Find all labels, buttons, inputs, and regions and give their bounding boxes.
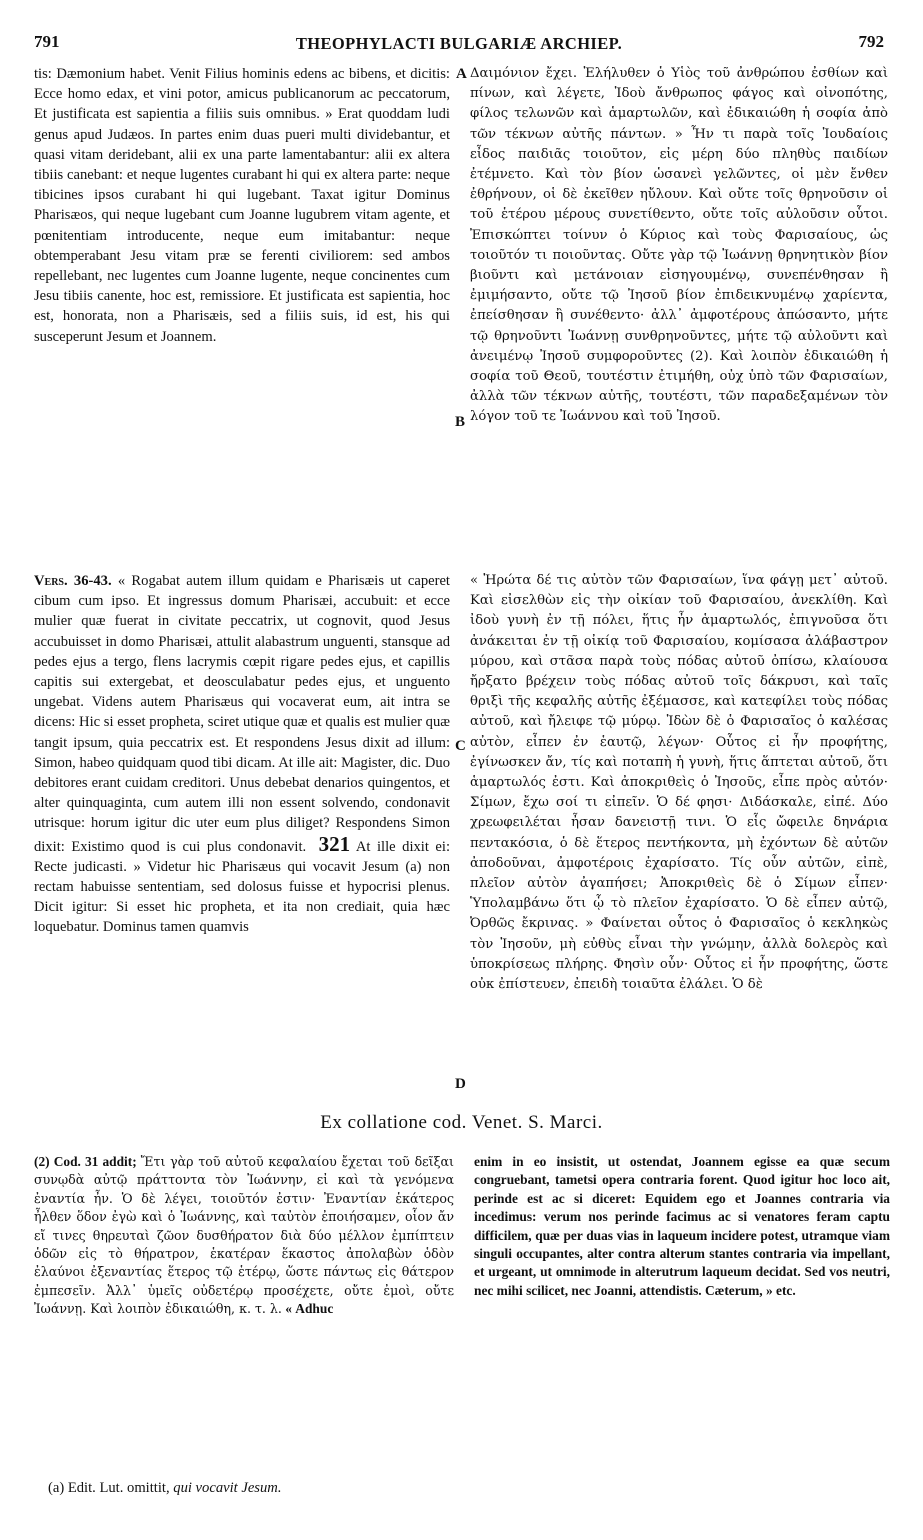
page-number-right: 792	[858, 32, 884, 51]
margin-letter-d: D	[455, 1076, 466, 1092]
footnote-a-italic: qui vocavit Jesum.	[173, 1480, 282, 1496]
latin-paragraph-mid	[34, 571, 450, 938]
page-number-left: 791	[34, 32, 60, 51]
footnote-a-label: (a) Edit. Lut. omittit,	[48, 1480, 170, 1496]
greek-column-top	[470, 64, 888, 428]
verse-reference: Vers. 36-43.	[34, 573, 112, 589]
latin-mid-text-2: At ille dixit ei: Recte judicasti. » Videtur hic Pharisæus qui vocavit Jesum (a) non rectam habuisse sententiam, sed dolosus fuisse et hypocrisi plenus. Dicit igitur: Si esset hic propheta, et ita non crediait, quia hæc loquebatur. Dominus tamen quamvis	[34, 838, 451, 936]
latin-column-mid	[34, 571, 450, 938]
bottom-footnote	[48, 1480, 281, 1497]
margin-letter-b: B	[455, 414, 466, 430]
latin-column-top	[34, 64, 450, 347]
greek-paragraph-top: Δαιμόνιον ἔχει. Ἐλήλυθεν ὁ Υἱὸς τοῦ ἀνθρώπου ἐσθίων καὶ πίνων, καὶ λέγετε, Ἰδοὺ ἄνθρωπος φάγος καὶ οἰνοπότης, φίλος τελωνῶν καὶ ἁμαρτωλῶν, καὶ ἐδικαιώθη ἡ σοφία ἀπὸ τῶν τέκνων αὐτῆς πάντων. » Ἦν τι παρὰ τοῖς Ἰουδαίοις εἶδος παιδιᾶς τοιοῦτον, εἰς μέρη δύο πληθὺς παιδίων ἐτέμνετο. Καὶ τὸν βίον ὡσανεὶ γελῶντες, οἱ μὲν ἔνθεν ἐθρήνουν, οἱ δὲ ἐκεῖθεν ηὔλουν. Καὶ οὔτε τοῖς θρηνοῦσιν οἱ τοῦ ἑτέρου μέρους συνετίθεντο, οὔτε τοῖς αὐλοῦσιν οὗτοι. Ἐπισκώπτει τοίνυν ὁ Κύριος καὶ τοὺς Φαρισαίους, ὡς τοιοῦτόν τι ποιοῦντας. Οὔτε γὰρ τῷ Ἰωάννῃ θρηνητικὸν βίον βιοῦντι καὶ μετάνοιαν εἰσηγουμένῳ, συνεπένθησαν ἢ ἐμιμήσαντο, οὔτε τῷ Ἰησοῦ βίον ἐπιδεικνυμένῳ χαρίεντα, ἐπείσθησαν ἢ συνέθεντο· ἀλλ᾽ ἀμφοτέρους ἀπώσαντο, μήτε τῷ θρηνοῦντι Ἰωάννῃ συνθρηνοῦντες, μήτε τῷ αὐλοῦντι καὶ ἀνειμένῳ Ἰησοῦ συμφοροῦντες (2). Καὶ λοιπὸν ἐδικαιώθη ἡ σοφία τοῦ Θεοῦ, τουτέστιν ἐτιμήθη, οὐχ ὑπὸ τῶν Φαρισαίων, ἀλλὰ τῶν τέκνων αὐτῆς, τουτέστι, τῶν παραδεξαμένων τὸν λόγον τοῦ τε Ἰωάννου καὶ τοῦ Ἰησοῦ.	[470, 66, 888, 425]
greek-column-mid	[470, 571, 888, 995]
collation-heading: Ex collatione cod. Venet. S. Marci.	[320, 1112, 603, 1133]
footnote-greek: Ἔτι γὰρ τοῦ αὐτοῦ κεφαλαίου ἔχεται τοῦ δεῖξαι συνῳδὰ αὐτῷ πράττοντα τὸν Ἰωάννην, εἰ καὶ τὰ γενόμενα ἐναντία ἦν. Ὁ δὲ λέγει, τοιοῦτόν ἐστιν· Ἐναντίαν ἑκάτερος ἦλθεν ὅδον ἐγὼ καὶ ὁ Ἰωάννης, καὶ ταὐτὸν ἐποιήσαμεν, οἷον ἄν εἴ τινες θηρευταὶ ζῶον δυσθήρατον διὰ δύο μέλλον ἐμπίπτειν ὁδῶν εἰς τὸ θήρατρον, ἑκατέραν ἕκαστος ἀπολαβὼν ὁδὸν ἐλαύνοι ἐξεναντίας ἕτερος τῷ ἑτέρῳ, ὥστε πάντως εἰς θάτερον ἐμπεσεῖν. Ἀλλ᾽ ὑμεῖς οὐδετέρῳ προσέχετε, οὔτε ἐμοὶ, οὔτε Ἰωάννῃ. Καὶ λοιπὸν ἐδικαιώθη, κ. τ. λ.	[34, 1154, 454, 1317]
footnote-left-text	[34, 1153, 454, 1319]
footnote-tail: « Adhuc	[285, 1301, 334, 1317]
margin-letter-c: C	[455, 738, 466, 754]
footnote-left-column	[34, 1153, 454, 1319]
footnote-right-text: enim in eo insistit, ut ostendat, Joannem egisse ea quæ secum congruebant, tametsi opera contraria forent. Quod igitur hoc loco ait, perinde est ac si diceret: Equidem ego et Joannes contraria via incedimus: verum nos perinde facimus ac si venatores feram captu difficilem, quæ per duas vias in laqueum incidere potest, utramque viam singuli occupantes, alter contra alterum stantes contraria via impellant, et urgeant, ut omnimode in alterutrum laqueum decidat. Sed vos neutri, nec mihi scilicet, nec Joanni, attendistis. Cæterum, » etc.	[474, 1154, 890, 1298]
greek-paragraph-mid: « Ἠρώτα δέ τις αὐτὸν τῶν Φαρισαίων, ἵνα φάγῃ μετ᾽ αὐτοῦ. Καὶ εἰσελθὼν εἰς τὴν οἰκίαν τοῦ Φαρισαίου, ἀνεκλίθη. Καὶ ἰδοὺ γυνὴ ἐν τῇ πόλει, ἥτις ἦν ἁμαρτωλός, ἐπιγνοῦσα ὅτι ἀνάκειται ἐν τῇ οἰκίᾳ τοῦ Φαρισαίου, κομίσασα ἀλάβαστρον μύρου, καὶ στᾶσα παρὰ τοὺς πόδας αὐτοῦ ὀπίσω, κλαίουσα ἤρξατο βρέχειν τοὺς πόδας αὐτοῦ τοῖς δάκρυσι, καὶ ταῖς θριξὶ τῆς κεφαλῆς αὐτῆς ἐξέμασσε, καὶ κατεφίλει τοὺς πόδας αὐτοῦ, καὶ ἤλειφε τῷ μύρῳ. Ἰδὼν δὲ ὁ Φαρισαῖος ὁ καλέσας αὐτὸν, εἶπεν ἐν ἑαυτῷ, λέγων· Οὗτος εἰ ἦν προφήτης, ἐγίνωσκεν ἄν, τίς καὶ ποταπὴ ἡ γυνὴ, ἥτις ἅπτεται αὐτοῦ, ὅτι ἁμαρτωλός ἐστι. Καὶ ἀποκριθεὶς ὁ Ἰησοῦς, εἶπε πρὸς αὐτόν· Σίμων, ἔχω σοί τι εἰπεῖν. Ὁ δέ φησι· Διδάσκαλε, εἰπέ. Δύο χρεωφειλέται ἦσαν δανειστῇ τινι. Ὁ εἷς ὤφειλε δηνάρια πεντακόσια, ὁ δὲ ἕτερος πεντήκοντα, μὴ ἐχόντων δὲ αὐτῶν ἀποδοῦναι, ἀμφοτέροις ἐχαρίσατο. Τίς οὖν αὐτῶν, εἰπὲ, πλεῖον αὐτὸν ἀγαπήσει; Ἀποκριθεὶς δὲ ὁ Σίμων εἶπεν· Ὑπολαμβάνω ὅτι ᾧ τὸ πλεῖον ἐχαρίσατο. Ὁ δὲ εἶπεν αὐτῷ, Ὀρθῶς ἔκρινας. » Φαίνεται οὗτος ὁ Φαρισαῖος ὁ κεκληκὼς τὸν Ἰησοῦν, μὴ εὐθὺς εἶναι τὴν γνώμην, ἀλλὰ δολερὸς καὶ ὑποκρίσεως πλήρης. Φησὶν οὖν· Οὗτος εἰ ἦν προφήτης, ὥστε οὐκ ἐπίστευεν, ἐπειδὴ τοιαῦτα ἐλάλει. Ὁ δὲ	[470, 573, 888, 993]
latin-paragraph-top: tis: Dæmonium habet. Venit Filius hominis edens ac bibens, et dicitis: Ecce homo edax, et vini potor, amicus publicanorum ac peccatorum, Et justificata est sapientia a filiis suis omnibus. » Erat quoddam ludi genus apud Judæos. In partes enim duas pueri multi dividebantur, et quasi vitam deridebant, alii ex una parte lamentabantur: alii ex altera tibiis canebant: et neque lugentes curabant hi qui ex altera parte: neque tibicines ipsos curabant hi qui lugebant. Taxat igitur Dominus Pharisæos, qui neque lugebant cum Joanne lugubrem vitam agente, et pœnitentiam introducente, neque eum imitabantur: neque obtemperabant Jesu vitam præ se ferenti civiliorem: sed ambos repellebant, nec lugentes cum Joanne lugente, neque concinentes cum Jesu tibiis canente, hoc est, remissiore. Et justificata est sapientia, hoc est, honorata, non a Pharisæis, sed a filiis suis, id est, his qui susceperunt Jesum et Joannem.	[34, 66, 450, 345]
latin-mid-text: « Rogabat autem illum quidam e Pharisæis ut caperet cibum cum ipso. Et ingressus domum Pharisæi, accubuit: et ecce mulier quæ fuerat in civitate peccatrix, ut cognovit, quod Jesus accubuisset in domo Pharisæi, attulit alabastrum unguenti, stansque ad pedes ejus a tergo, flens lacrymis cœpit rigare pedes ejus, et capillis capitis sui extergebat, et deosculabatur pedes ejus, et unguento ungebat. Videns autem Pharisæus qui vocaverat eum, ait intra se dicens: Hic si esset propheta, sciret utique quæ et qualis est mulier quæ tangit ipsum, quia peccatrix est. Et respondens Jesus dixit ad illum: Simon, habeo quidquam quod tibi dicam. At ille ait: Magister, dic. Duo debitores erant cuidam creditori. Unus debebat denarios quingentos, et alter quinquaginta, cum autem illi non essent solvendo, condonavit utrisque: horum igitur dic uter eum plus diliget? Respondens Simon dixit: Existimo quod is cui plus condonavit.	[34, 573, 450, 855]
running-title: THEOPHYLACTI BULGARIÆ ARCHIEP.	[295, 34, 623, 53]
footnote-lead: (2) Cod. 31 addit;	[34, 1154, 137, 1169]
page-header	[34, 32, 884, 54]
footnote-right-column	[474, 1153, 890, 1300]
column-marker: 321	[318, 831, 351, 856]
margin-letter-a: A	[456, 66, 467, 82]
